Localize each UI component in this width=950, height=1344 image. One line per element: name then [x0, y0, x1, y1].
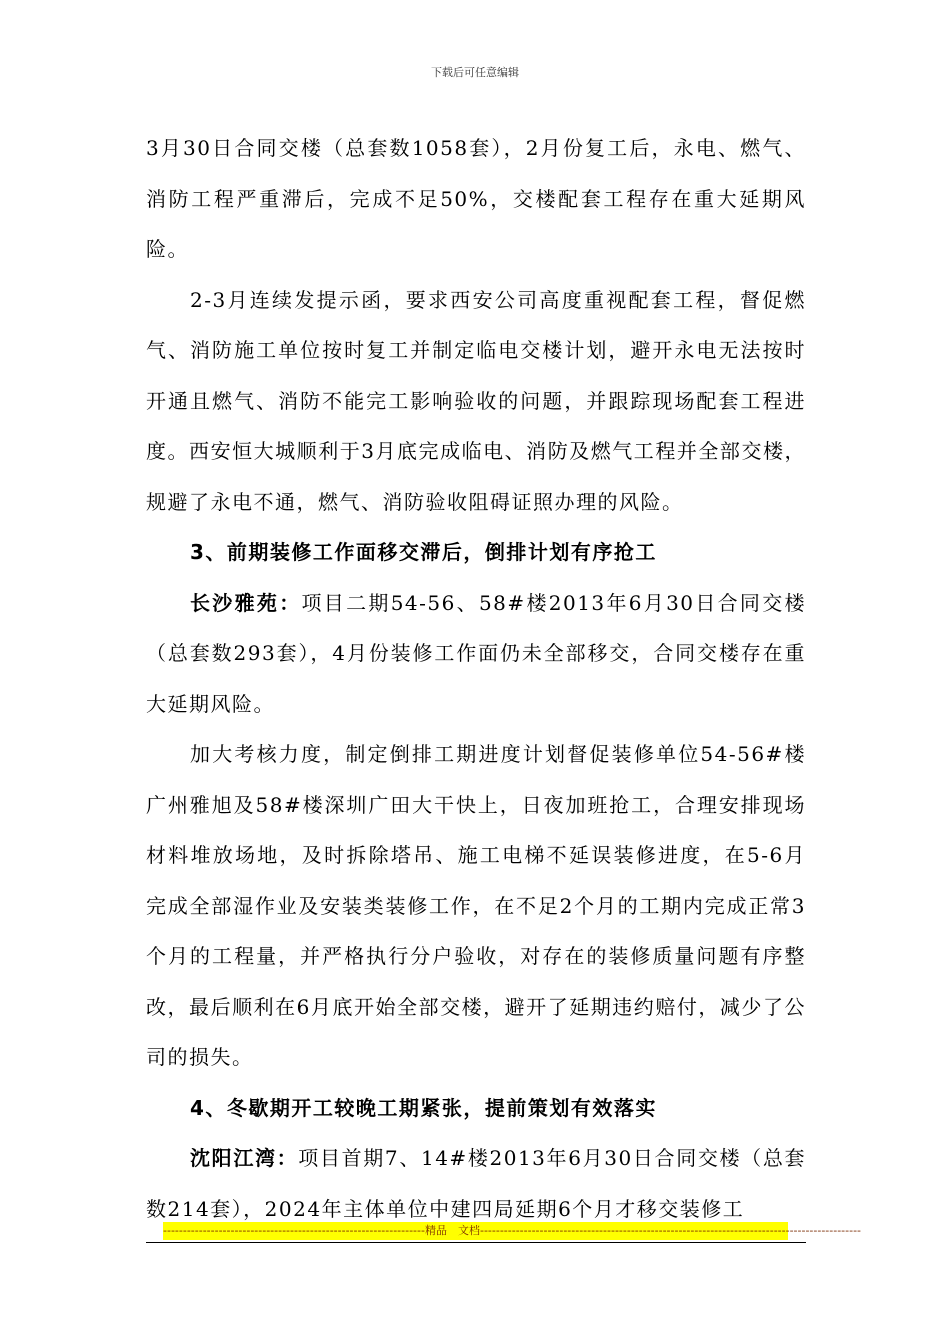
- paragraph-text: 项目二期54-56、58#楼2013年6月30日合同交楼（总套数293套），4月份装修工作面仍未全部移交，合同交楼存在重大延期风险。: [146, 590, 807, 716]
- page-header: 下载后可任意编辑: [431, 66, 519, 79]
- footer-dashes-left: ------------------------------------------------------------------: [163, 1224, 425, 1237]
- heading-text: 3、前期装修工作面移交滞后，倒排计划有序抢工: [190, 540, 657, 564]
- section-heading-4: [146, 1083, 806, 1134]
- footer-dashes-right: ------------------------------------------------------------------------------------------------: [479, 1224, 862, 1237]
- project-name-label: 长沙雅苑：: [190, 590, 302, 615]
- section-heading-3: [146, 527, 806, 578]
- paragraph-text: 2-3月连续发提示函，要求西安公司高度重视配套工程，督促燃气、消防施工单位按时复工并制定临电交楼计划，避开永电无法按时开通且燃气、消防不能完工影响验收的问题，并跟踪现场配套工程进度。西安恒大城顺利于3月底完成临电、消防及燃气工程并全部交楼，规避了永电不通，燃气、消防验收阻碍证照办理的风险。: [146, 287, 806, 514]
- paragraph-changsha-measures: [146, 729, 806, 1083]
- page-footer-banner: [163, 1222, 862, 1240]
- project-name-label: 沈阳江湾：: [190, 1146, 299, 1170]
- footer-label: 精品 文档: [424, 1224, 480, 1237]
- paragraph-shenyang-risk: [146, 1133, 806, 1234]
- footer-divider: [146, 1242, 806, 1243]
- paragraph-changsha-risk: [146, 578, 806, 730]
- document-body: [146, 123, 806, 1234]
- paragraph-text: 加大考核力度，制定倒排工期进度计划督促装修单位54-56#楼广州雅旭及58#楼深圳广田大干快上，日夜加班抢工，合理安排现场材料堆放场地，及时拆除塔吊、施工电梯不延误装修进度，在5-6月完成全部湿作业及安装类装修工作，在不足2个月的工期内完成正常3个月的工程量，并严格执行分户验收，对存在的装修质量问题有序整改，最后顺利在6月底开始全部交楼，避开了延期违约赔付，减少了公司的损失。: [146, 742, 806, 1069]
- paragraph-xian-measures: [146, 275, 806, 528]
- paragraph-xian-risk: [146, 123, 806, 275]
- heading-text: 4、冬歇期开工较晚工期紧张，提前策划有效落实: [190, 1095, 657, 1120]
- paragraph-text: 项目首期7、14#楼2013年6月30日合同交楼（总套数214套），2024年主体单位中建四局延期6个月才移交装修工: [146, 1146, 806, 1221]
- paragraph-text: 3月30日合同交楼（总套数1058套），2月份复工后，永电、燃气、消防工程严重滞后，完成不足50%，交楼配套工程存在重大延期风险。: [146, 136, 806, 261]
